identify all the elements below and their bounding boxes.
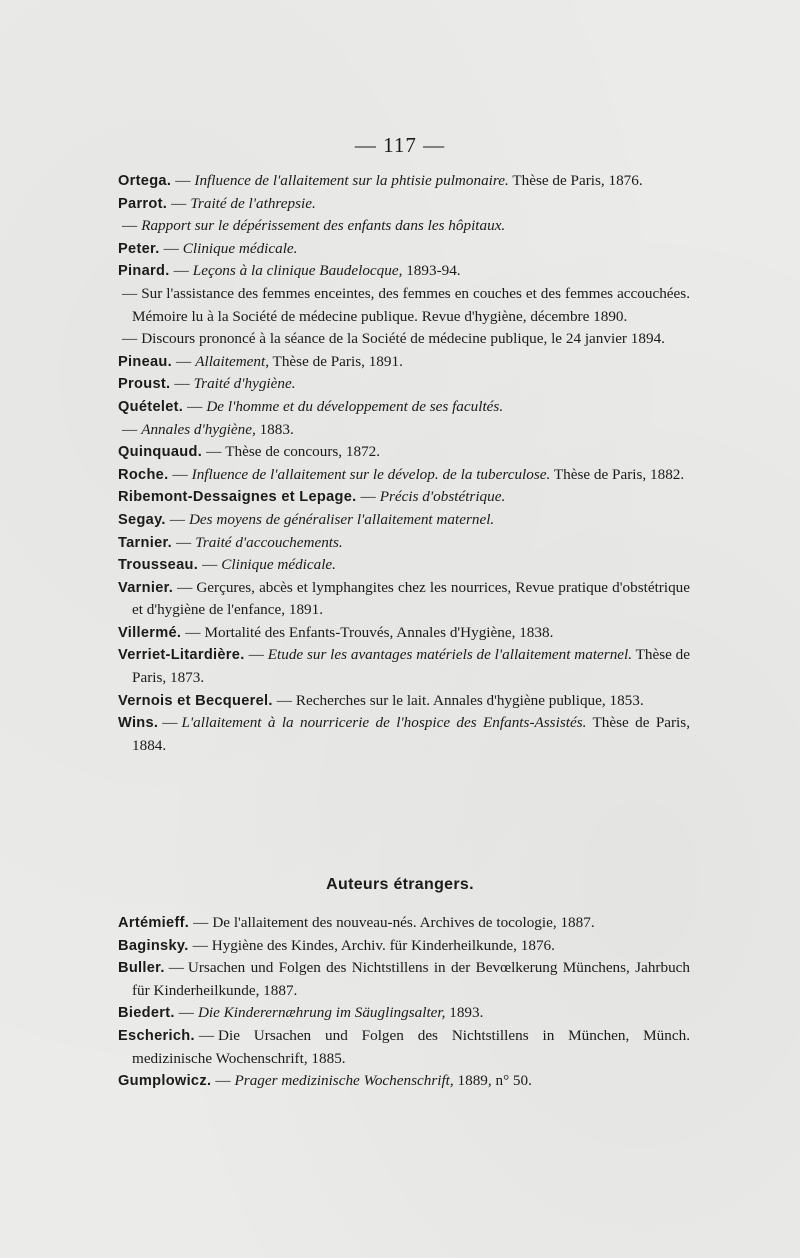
work-title: Die Kinderernæhrung im Säuglingsalter, — [197, 1004, 446, 1022]
foreign-bibliography-list — [118, 912, 690, 1093]
separator-dash: — — [198, 1026, 215, 1044]
publication-details: 1889, n° 50. — [457, 1072, 532, 1090]
bibliography-entry — [118, 690, 690, 713]
bibliography-entry — [118, 1002, 690, 1025]
separator-dash: — — [248, 646, 264, 664]
publication-details: Sur l'assistance des femmes enceintes, des femmes en couches et des femmes accouchées. Mémoire lu à la Société de médecine publique. Revue d'hygiène, décembre 1890. — [132, 284, 690, 325]
separator-dash: — — [192, 936, 208, 954]
separator-dash: — — [176, 352, 192, 370]
work-title: Influence de l'allaitement sur le dévelop. de la tuberculose. — [191, 465, 551, 483]
bibliography-entry — [118, 1070, 690, 1093]
separator-dash: — — [168, 959, 184, 977]
separator-dash: — — [162, 714, 178, 732]
page-number: — 117 — — [354, 133, 446, 157]
publication-details: 1893. — [449, 1004, 484, 1022]
bibliography-entry — [118, 509, 690, 532]
work-title: Rapport sur le dépérissement des enfants dans les hôpitaux. — [141, 217, 506, 235]
bibliography-entry — [118, 328, 690, 351]
separator-dash: — — [173, 262, 189, 280]
separator-dash: — — [163, 239, 179, 257]
bibliography-entry — [118, 419, 690, 442]
publication-details: Gerçures, abcès et lymphangites chez les nourrices, Revue pratique d'obstétrique et d'hygiène de l'enfance, 1891. — [132, 578, 690, 619]
bibliography-entry — [118, 935, 690, 958]
separator-dash: — — [176, 533, 192, 551]
author-name: Villermé. — [118, 624, 182, 641]
separator-dash: — — [169, 510, 185, 528]
publication-details: Thèse de Paris, 1891. — [272, 352, 403, 370]
work-title: Traité de l'athrepsie. — [190, 194, 316, 212]
work-title: Précis d'obstétrique. — [379, 488, 506, 506]
separator-dash: — — [175, 172, 191, 189]
bibliography-entry — [118, 238, 690, 261]
publication-details: 1883. — [259, 420, 294, 438]
bibliography-entry — [118, 215, 690, 238]
author-name: Tarnier. — [118, 534, 173, 551]
author-name: Baginsky. — [118, 937, 189, 954]
bibliography-entry — [118, 912, 690, 935]
work-title: Clinique médicale. — [221, 556, 336, 574]
work-title: Clinique médicale. — [182, 239, 298, 257]
separator-dash: — — [177, 578, 193, 596]
bibliography-entry — [118, 532, 690, 555]
separator-dash: — — [122, 217, 138, 235]
work-title: Traité d'accouchements. — [195, 533, 343, 551]
bibliography-entry — [118, 260, 690, 283]
work-title: Etude sur les avantages matériels de l'allaitement maternel. — [267, 646, 633, 664]
separator-dash: — — [122, 330, 138, 348]
author-name: Artémieff. — [118, 915, 190, 931]
work-title: De l'homme et du développement de ses facultés. — [206, 397, 504, 415]
bibliography-entry — [118, 373, 690, 396]
author-name: Biedert. — [118, 1005, 175, 1022]
author-name: Trousseau. — [118, 557, 199, 574]
work-title: Des moyens de généraliser l'allaitement maternel. — [188, 510, 495, 528]
publication-details: Mortalité des Enfants-Trouvés, Annales d'Hygiène, 1838. — [204, 623, 554, 641]
bibliography-entry — [118, 622, 690, 645]
author-name: Buller. — [118, 960, 165, 977]
separator-dash: — — [171, 194, 187, 212]
author-name: Pinard. — [118, 263, 170, 280]
publication-details: Thèse de Paris, 1882. — [553, 465, 685, 483]
bibliography-entry — [118, 554, 690, 577]
author-name: Escherich. — [118, 1027, 195, 1044]
separator-dash: — — [178, 1004, 194, 1022]
author-name: Quételet. — [118, 398, 184, 415]
publication-details: Ursachen und Folgen des Nichtstillens in der Bevœlkerung Münchens, Jahrbuch für Kinderheilkunde, 1887. — [132, 959, 690, 999]
separator-dash: — — [174, 375, 190, 393]
author-name: Ribemont-Dessaignes et Lepage. — [118, 489, 357, 506]
work-title: Leçons à la clinique Baudelocque, — [192, 262, 403, 280]
bibliography-entry — [118, 1025, 690, 1070]
author-name: Proust. — [118, 376, 171, 393]
author-name: Gumplowicz. — [118, 1073, 212, 1090]
bibliography-entry — [118, 441, 690, 464]
separator-dash: — — [215, 1072, 231, 1090]
separator-dash: — — [276, 691, 292, 709]
work-title: Allaitement, — [195, 352, 270, 370]
bibliography-entry — [118, 644, 690, 689]
work-title: Prager medizinische Wochenschrift, — [234, 1072, 454, 1090]
publication-details: Thèse de Paris, 1884. — [132, 714, 690, 754]
separator-dash: — — [185, 623, 201, 641]
bibliography-entry — [118, 712, 690, 757]
separator-dash: — — [122, 284, 138, 302]
separator-dash: — — [122, 420, 138, 438]
bibliography-entry — [118, 170, 690, 193]
bibliography-entry — [118, 957, 690, 1002]
work-title: L'allaitement à la nourricerie de l'hospice des Enfants-Assistés. — [181, 714, 587, 732]
work-title: Influence de l'allaitement sur la phtisie pulmonaire. — [194, 172, 509, 189]
separator-dash: — — [187, 397, 203, 415]
bibliography-entry — [118, 193, 690, 216]
author-name: Parrot. — [118, 195, 168, 212]
work-title: Traité d'hygiène. — [193, 375, 296, 393]
separator-dash: — — [193, 914, 209, 931]
bibliography-entry — [118, 464, 690, 487]
publication-details: Thèse de concours, 1872. — [225, 443, 381, 461]
bibliography-entry — [118, 283, 690, 328]
author-name: Pineau. — [118, 353, 173, 370]
publication-details: Thèse de Paris, 1876. — [512, 172, 643, 189]
author-name: Roche. — [118, 466, 169, 483]
author-name: Segay. — [118, 511, 166, 528]
bibliography-entry — [118, 486, 690, 509]
bibliography-entry — [118, 351, 690, 374]
bibliography-entry — [118, 577, 690, 622]
author-name: Vernois et Becquerel. — [118, 692, 273, 709]
bibliography-entry — [118, 396, 690, 419]
work-title: Annales d'hygiène, — [141, 420, 256, 438]
french-bibliography-list — [118, 170, 690, 757]
separator-dash: — — [202, 556, 218, 574]
author-name: Peter. — [118, 240, 160, 257]
publication-details: De l'allaitement des nouveau-nés. Archives de tocologie, 1887. — [212, 914, 595, 931]
separator-dash: — — [172, 465, 188, 483]
publication-details: Hygiène des Kindes, Archiv. für Kinderheilkunde, 1876. — [211, 936, 555, 954]
author-name: Quinquaud. — [118, 444, 203, 461]
separator-dash: — — [360, 488, 376, 506]
section-heading: Auteurs étrangers. — [326, 876, 474, 893]
author-name: Varnier. — [118, 579, 174, 596]
author-name: Ortega. — [118, 173, 172, 189]
publication-details: Recherches sur le lait. Annales d'hygiène publique, 1853. — [295, 691, 644, 709]
publication-details: 1893-94. — [406, 262, 461, 280]
separator-dash: — — [206, 443, 222, 461]
publication-details: Die Ursachen und Folgen des Nichtstillens in München, Münch. medizinische Wochenschrift, 1885. — [132, 1026, 690, 1067]
author-name: Wins. — [118, 715, 159, 732]
author-name: Verriet-Litardière. — [118, 647, 245, 664]
publication-details: Discours prononcé à la séance de la Société de médecine publique, le 24 janvier 1894. — [141, 330, 665, 348]
publication-details: Thèse de Paris, 1873. — [132, 646, 690, 687]
